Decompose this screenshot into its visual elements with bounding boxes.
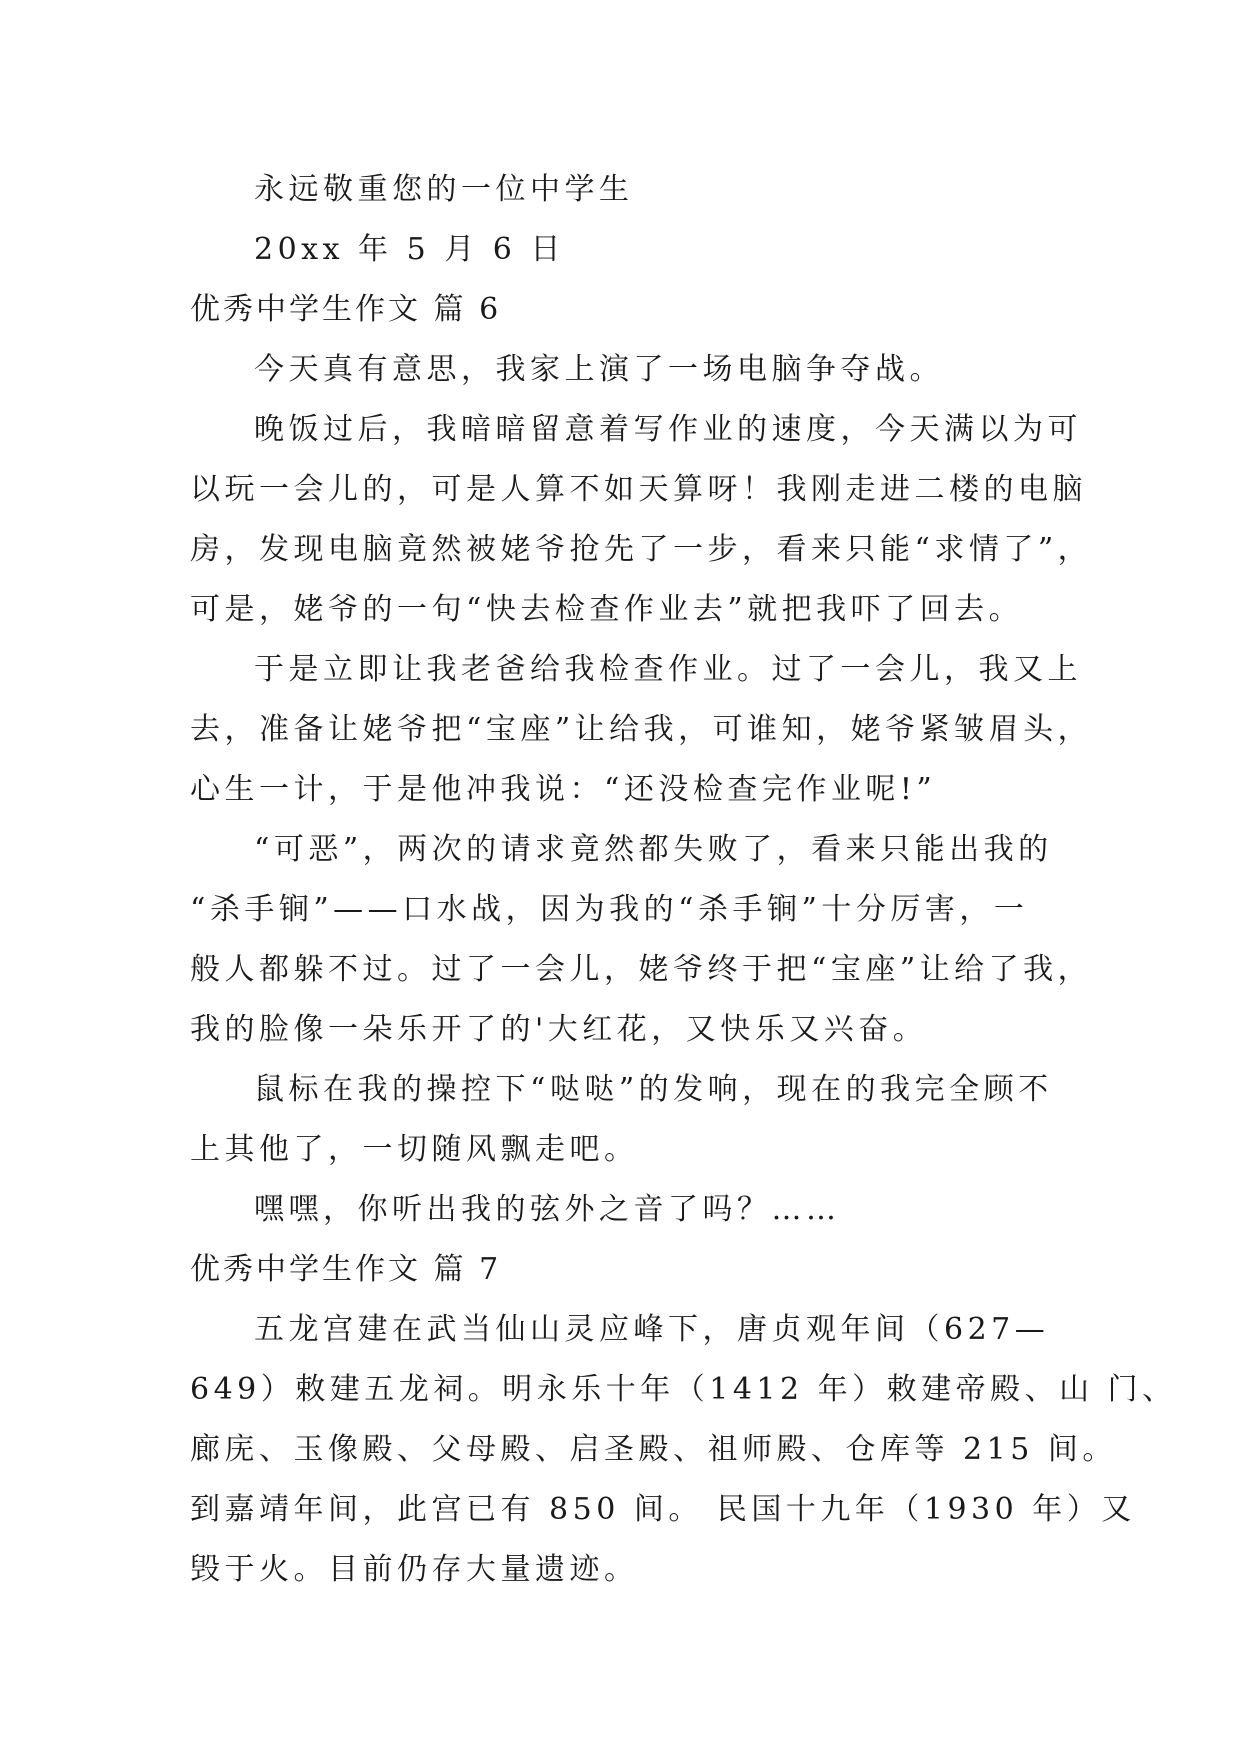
letter-signature: 永远敬重您的一位中学生	[254, 172, 634, 207]
paragraph-line: 于是立即让我老爸给我检查作业。过了一会儿，我又上	[254, 652, 1082, 687]
paragraph-line: 到嘉靖年间，此宫已有 850 间。 民国十九年（1930 年）又	[190, 1492, 1136, 1527]
paragraph-line: 今天真有意思，我家上演了一场电脑争夺战。	[254, 352, 944, 387]
paragraph-line: 嘿嘿，你听出我的弦外之音了吗？……	[254, 1192, 841, 1227]
section6-paragraph	[190, 640, 1093, 820]
paragraph-line: 去，准备让姥爷把“宝座”让给我，可谁知，姥爷紧皱眉头，	[190, 712, 1093, 747]
document-body	[190, 160, 1177, 1600]
paragraph-line: 五龙宫建在武当仙山灵应峰下，唐贞观年间（627—	[254, 1312, 1050, 1347]
paragraph-line: 心生一计，于是他冲我说：“还没检查完作业呢!”	[190, 772, 937, 807]
paragraph-line: 可是，姥爷的一句“快去检查作业去”就把我吓了回去。	[190, 592, 1024, 627]
paragraph-line: 鼠标在我的操控下“哒哒”的发响，现在的我完全顾不	[254, 1072, 1053, 1107]
paragraph-line: 房，发现电脑竟然被姥爷抢先了一步，看来只能“求情了”，	[190, 532, 1093, 567]
section-heading-7: 优秀中学生作文 篇 7	[190, 1252, 502, 1287]
paragraph-line: 我的脸像一朵乐开了的'大红花，又快乐又兴奋。	[190, 1012, 928, 1047]
section-heading-6: 优秀中学生作文 篇 6	[190, 292, 502, 327]
paragraph-line: “可恶”，两次的请求竟然都失败了，看来只能出我的	[254, 832, 1053, 867]
paragraph-line: “杀手锏”——口水战，因为我的“杀手锏”十分厉害，一	[190, 892, 1029, 927]
section6-paragraph	[190, 1180, 1050, 1240]
paragraph-line: 649）敕建五龙祠。明永乐十年（1412 年）敕建帝殿、山 门、	[190, 1372, 1177, 1407]
paragraph-line: 廊庑、玉像殿、父母殿、启圣殿、祖师殿、仓库等 215 间。	[190, 1432, 1117, 1467]
section6-paragraph	[190, 400, 1093, 640]
paragraph-line: 以玩一会儿的，可是人算不如天算呀！我刚走进二楼的电脑	[190, 472, 1087, 507]
section6-paragraph	[190, 340, 1050, 400]
section6-paragraph	[190, 820, 1093, 1060]
paragraph-line: 般人都躲不过。过了一会儿，姥爷终于把“宝座”让给了我，	[190, 952, 1093, 987]
paragraph-line: 上其他了，一切随风飘走吧。	[190, 1132, 639, 1167]
section7-paragraph	[190, 1300, 1177, 1600]
section6-paragraph	[190, 1060, 1053, 1180]
paragraph-line: 晚饭过后，我暗暗留意着写作业的速度，今天满以为可	[254, 412, 1082, 447]
letter-date: 20xx 年 5 月 6 日	[254, 232, 565, 267]
paragraph-line: 毁于火。目前仍存大量遗迹。	[190, 1552, 639, 1587]
